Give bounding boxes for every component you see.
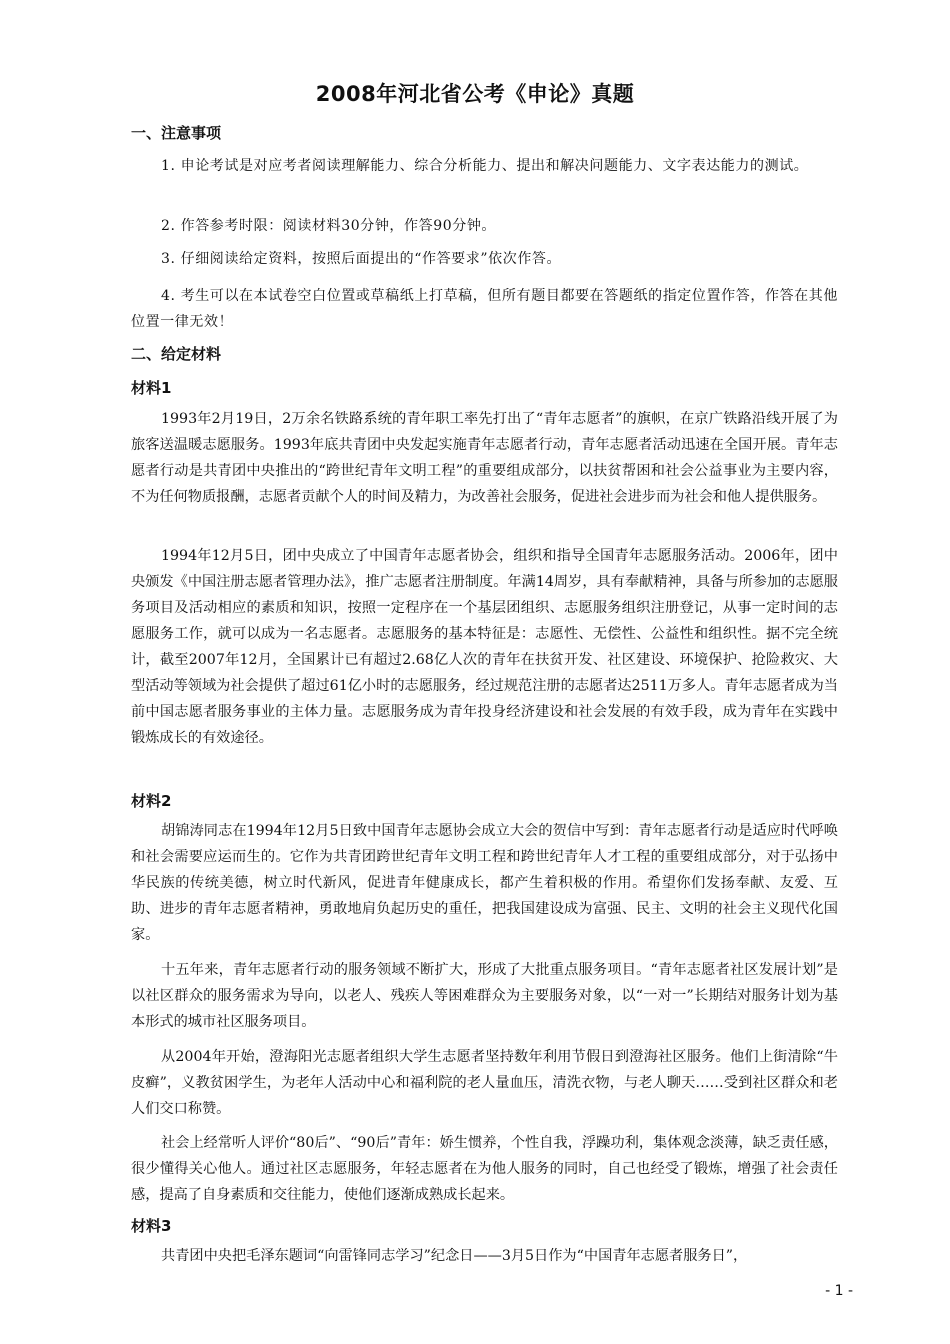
notice-item-4: 4. 考生可以在本试卷空白位置或草稿纸上打草稿，但所有题目都要在答题纸的指定位置作答，作答在其他位置一律无效！ <box>131 288 838 330</box>
material-2-paragraph: 从2004年开始，澄海阳光志愿者组织大学生志愿者坚持数年利用节假日到澄海社区服务。他们上街清除“牛皮癣”，义教贫困学生，为老年人活动中心和福利院的老人量血压，清洗衣物，与老人聊天……受到社区群众和老人们交口称赞。 <box>131 1049 838 1117</box>
material-1-paragraph: 1993年2月19日，2万余名铁路系统的青年职工率先打出了“青年志愿者”的旗帜，在京广铁路沿线开展了为旅客送温暖志愿服务。1993年底共青团中央发起实施青年志愿者行动，青年志愿者活动迅速在全国开展。青年志愿者行动是共青团中央推出的“跨世纪青年文明工程”的重要组成部分，以扶贫帮困和社会公益事业为主要内容，不为任何物质报酬，志愿者贡献个人的时间及精力，为改善社会服务，促进社会进步而为社会和他人提供服务。 <box>131 411 838 505</box>
notice-item-3: 3. 仔细阅读给定资料，按照后面提出的“作答要求”依次作答。 <box>161 251 562 267</box>
material-2-paragraph: 十五年来，青年志愿者行动的服务领域不断扩大，形成了大批重点服务项目。“青年志愿者社区发展计划”是以社区群众的服务需求为导向，以老人、残疾人等困难群众为主要服务对象，以“一对一”长期结对服务计划为基本形式的城市社区服务项目。 <box>131 962 838 1030</box>
material-3-heading: 材料3 <box>131 1217 172 1235</box>
material-1-paragraph: 1994年12月5日，团中央成立了中国青年志愿者协会，组织和指导全国青年志愿服务活动。2006年，团中央颁发《中国注册志愿者管理办法》，推广志愿者注册制度。年满14周岁，具有奉献精神，具备与所参加的志愿服务项目及活动相应的素质和知识，按照一定程序在一个基层团组织、志愿服务组织注册登记，从事一定时间的志愿服务工作，就可以成为一名志愿者。志愿服务的基本特征是：志愿性、无偿性、公益性和组织性。据不完全统计，截至2007年12月，全国累计已有超过2.68亿人次的青年在扶贫开发、社区建设、环境保护、抢险救灾、大型活动等领域为社会提供了超过61亿小时的志愿服务，经过规范注册的志愿者达2511万多人。青年志愿者成为当前中国志愿者服务事业的主体力量。志愿服务成为青年投身经济建设和社会发展的有效手段，成为青年在实践中锻炼成长的有效途径。 <box>131 548 838 746</box>
section-heading-materials: 二、给定材料 <box>131 345 222 363</box>
material-2-paragraph: 社会上经常听人评价“80后”、“90后”青年：娇生惯养，个性自我，浮躁功利，集体观念淡薄，缺乏责任感，很少懂得关心他人。通过社区志愿服务，年轻志愿者在为他人服务的同时，自己也经受了锻炼，增强了社会责任感，提高了自身素质和交往能力，使他们逐渐成熟成长起来。 <box>131 1135 838 1203</box>
material-2-heading: 材料2 <box>131 792 172 810</box>
notice-item-1: 1. 申论考试是对应考者阅读理解能力、综合分析能力、提出和解决问题能力、文字表达能力的测试。 <box>161 158 809 174</box>
section-heading-notices: 一、注意事项 <box>131 124 222 142</box>
material-3-paragraph: 共青团中央把毛泽东题词“向雷锋同志学习”纪念日——3月5日作为“中国青年志愿者服务日”， <box>161 1248 748 1264</box>
material-2-paragraph: 胡锦涛同志在1994年12月5日致中国青年志愿协会成立大会的贺信中写到：青年志愿者行动是适应时代呼唤和社会需要应运而生的。它作为共青团跨世纪青年文明工程和跨世纪青年人才工程的重要组成部分，对于弘扬中华民族的传统美德，树立时代新风，促进青年健康成长，都产生着积极的作用。希望你们发扬奉献、友爱、互助、进步的青年志愿者精神，勇敢地肩负起历史的重任，把我国建设成为富强、民主、文明的社会主义现代化国家。 <box>131 823 838 943</box>
material-1-heading: 材料1 <box>131 379 172 397</box>
notice-item-2: 2. 作答参考时限：阅读材料30分钟，作答90分钟。 <box>161 218 497 234</box>
document-title: 2008年河北省公考《申论》真题 <box>315 82 635 106</box>
page-number: - 1 - <box>825 1283 853 1299</box>
